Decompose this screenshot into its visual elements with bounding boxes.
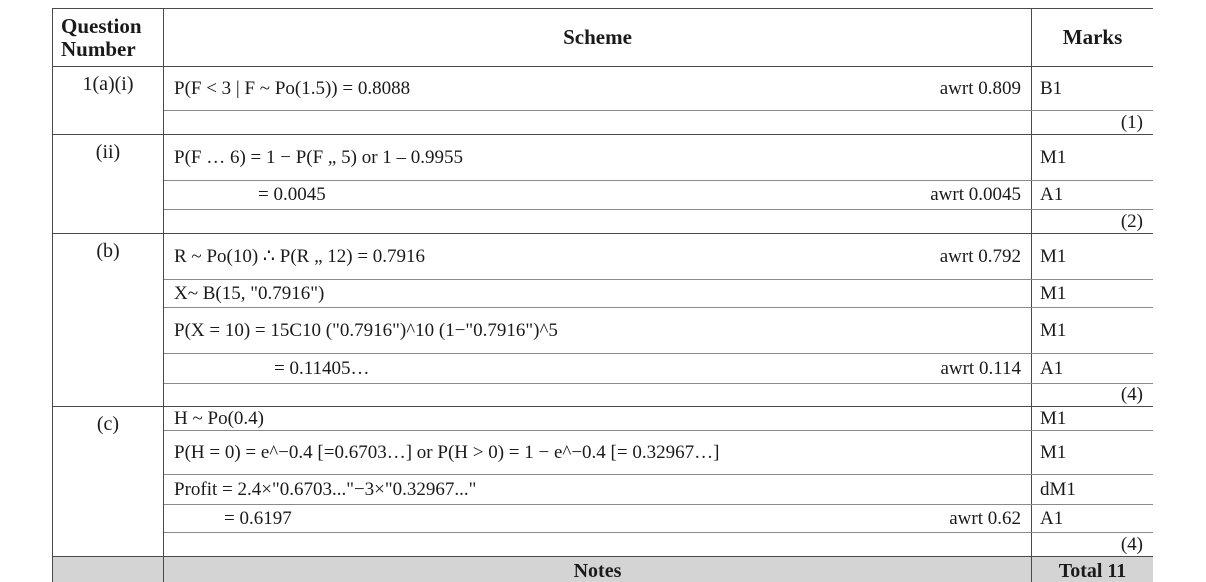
result-c: = 0.6197 [224,507,292,529]
mark-code: M1 [1032,135,1154,181]
marks-header: Marks [1032,9,1154,67]
scheme-line [164,407,1032,431]
mark-scheme-page [52,8,1153,582]
part-label-a-ii: (ii) [53,135,164,234]
scheme-line [164,135,1032,181]
awrt-note: awrt 0.114 [940,357,1021,379]
mark-code: M1 [1032,308,1154,354]
part-label-a-i: 1(a)(i) [53,67,164,135]
formula-a-i: P(F < 3 | F ~ Po(1.5)) = 0.8088 [174,77,411,99]
table-row [53,135,1154,181]
mark-code: M1 [1032,431,1154,475]
question-number-header [53,9,164,67]
table-row [53,533,1154,557]
notes-blank [53,557,164,582]
scheme-blank [164,111,1032,135]
mark-code: B1 [1032,67,1154,111]
question-number-header-text: Question Number [61,13,142,61]
formula-b-1: R ~ Po(10) ∴ P(R „ 12) = 0.7916 [174,246,426,267]
formula-b-2: X~ B(15, "0.7916") [174,282,325,304]
subtotal-mark: (2) [1120,210,1143,232]
mark-code: A1 [1032,181,1154,210]
scheme-line [164,505,1032,533]
scheme-blank [164,533,1032,557]
table-row [53,407,1154,431]
notes-row [53,557,1154,582]
result-a-ii: = 0.0045 [258,184,326,205]
mark-code: A1 [1032,505,1154,533]
mark-code: M1 [1032,280,1154,308]
subtotal-cell [1032,210,1154,234]
table-row [53,475,1154,505]
table-row [53,111,1154,135]
scheme-line [164,354,1032,384]
mark-code: M1 [1032,407,1154,431]
table-row [53,181,1154,210]
table-row [53,210,1154,234]
mark-scheme-table [52,8,1153,582]
mark-code: M1 [1032,234,1154,280]
scheme-line [164,308,1032,354]
subtotal-mark: (4) [1120,533,1143,555]
table-row [53,308,1154,354]
table-row [53,505,1154,533]
subtotal-mark: (1) [1120,111,1143,133]
formula-c-1: H ~ Po(0.4) [174,407,264,429]
scheme-line [164,234,1032,280]
table-row [53,431,1154,475]
awrt-note: awrt 0.792 [939,245,1021,267]
result-b: = 0.11405… [274,357,370,379]
formula-b-3: P(X = 10) = 15C10 ("0.7916")^10 (1−"0.7916")^5 [174,319,558,341]
awrt-note: awrt 0.62 [949,507,1021,529]
awrt-note: awrt 0.0045 [930,184,1021,205]
scheme-line [164,431,1032,475]
table-row [53,67,1154,111]
total-marks: Total 11 [1032,557,1154,582]
scheme-line [164,181,1032,210]
formula-a-ii: P(F … 6) = 1 − P(F „ 5) or 1 – 0.9955 [174,146,464,168]
mark-code: A1 [1032,354,1154,384]
subtotal-mark: (4) [1120,384,1143,405]
scheme-line [164,280,1032,308]
table-row [53,234,1154,280]
subtotal-cell [1032,533,1154,557]
table-row [53,384,1154,407]
formula-c-2: P(H = 0) = e^−0.4 [=0.6703…] or P(H > 0) = 1 − e^−0.4 [= 0.32967…] [174,441,720,463]
scheme-line [164,475,1032,505]
subtotal-cell [1032,111,1154,135]
part-label-b: (b) [53,234,164,407]
notes-heading: Notes [164,557,1032,582]
formula-c-3: Profit = 2.4×"0.6703..."−3×"0.32967..." [174,478,477,500]
table-header-row [53,9,1154,67]
subtotal-cell [1032,384,1154,407]
awrt-note: awrt 0.809 [939,77,1021,99]
mark-code: dM1 [1032,475,1154,505]
table-row [53,354,1154,384]
scheme-line [164,67,1032,111]
part-label-c: (c) [53,407,164,557]
scheme-header: Scheme [164,9,1032,67]
table-row [53,280,1154,308]
scheme-blank [164,210,1032,234]
scheme-blank [164,384,1032,407]
